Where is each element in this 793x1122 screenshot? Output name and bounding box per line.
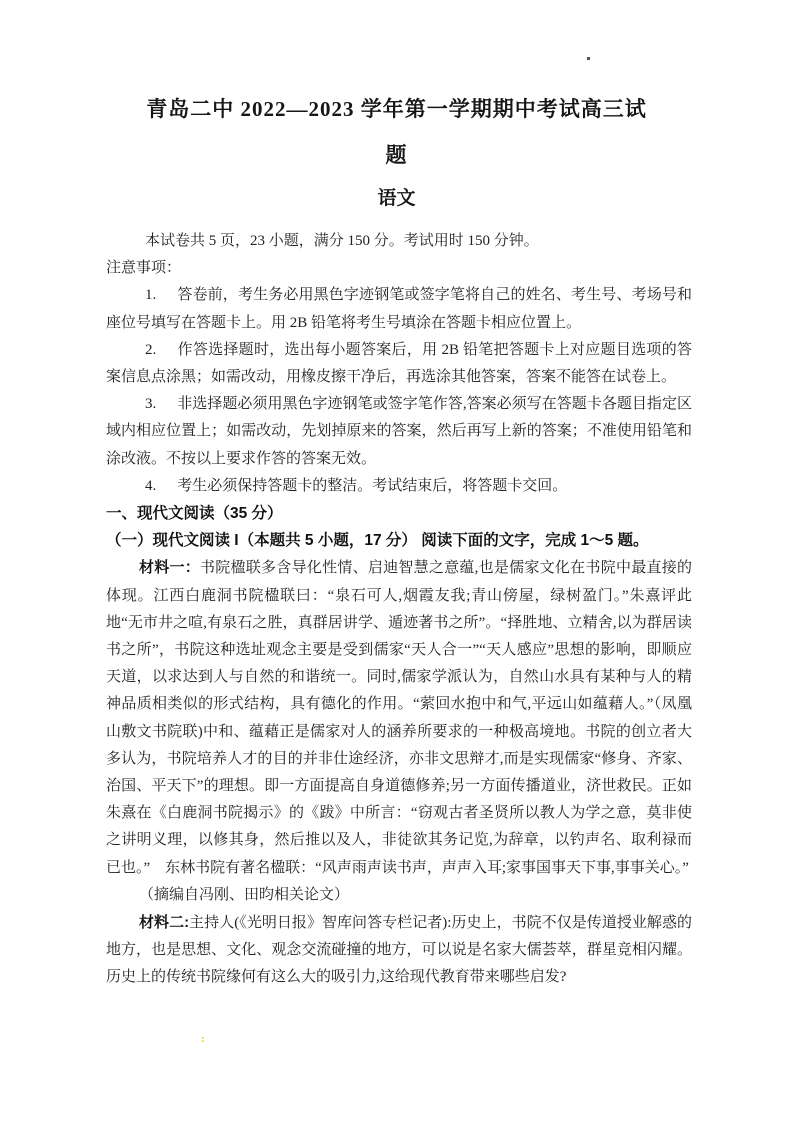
notice-item-1-text: 答卷前，考生务必用黑色字迹钢笔或签字笔将自己的姓名、考生号、考场号和座位号填写在答题卡上。用 2B 铅笔将考生号填涂在答题卡相应位置上。 [106,287,692,331]
subsection-heading-reading-1: （一）现代文阅读 I（本题共 5 小题，17 分） 阅读下面的文字，完成 1～5 题。 [106,532,649,550]
notice-item-2 [106,337,692,391]
notice-item-4-text: 考生必须保持答题卡的整洁。考试结束后，将答题卡交回。 [177,477,568,494]
material-one-paragraph [106,554,692,881]
stray-yellow-mark: : [201,1033,205,1045]
page-title [0,86,793,178]
material-two-paragraph [106,909,692,992]
document-body [106,228,692,992]
page-title-line1: 青岛二中 2022—2023 学年第一学期期中考试高三试 [146,97,647,121]
material-two-text: 主持人(《光明日报》智库问答专栏记者):历史上，书院不仅是传道授业解惑的地方，也是思想、文化、观念交流碰撞的地方，可以说是名家大儒荟萃，群星竞相闪耀。历史上的传统书院缘何有这么大的吸引力,这给现代教育带来哪些启发? [106,915,692,986]
subject-title: 语文 [377,188,416,209]
notice-item-3-number: 3. [145,396,157,413]
notice-item-4 [106,473,692,500]
notice-item-4-number: 4. [145,477,157,494]
notice-item-1 [106,282,692,336]
page-title-line2: 题 [385,143,408,167]
notice-item-2-number: 2. [145,341,157,358]
notice-item-3-text: 非选择题必须用黑色字迹钢笔或签字笔作答,答案必须写在答题卡各题目指定区域内相应位置上；如需改动，先划掉原来的答案，然后再写上新的答案；不准使用铅笔和涂改液。不按以上要求作答的答案无效。 [106,396,692,467]
notice-item-1-number: 1. [145,287,157,304]
stray-dot-mark [587,57,590,60]
notice-item-3 [106,391,692,473]
exam-info-line: 本试卷共 5 页，23 小题，满分 150 分。考试用时 150 分钟。 [145,233,539,249]
material-one-text: 书院楹联多含导化性情、启迪智慧之意蕴,也是儒家文化在书院中最直接的体现。江西白鹿洞书院楹联曰：“泉石可人,烟霞友我;青山傍屋，绿树盈门。”朱熹评此地“无市井之喧,有泉石之胜，真群居讲学、遁迹著书之所”。“择胜地、立精舍,以为群居读书之所”，书院这种选址观念主要是受到儒家“天人合一”“天人感应”思想的影响，即顺应天道，以求达到人与自然的和谐统一。同时,儒家学派认为，自然山水具有某种与人的精神品质相类似的形式结构，具有德化的作用。“萦回水抱中和气,平远山如蕴藉人。”（凤凰山敷文书院联)中和、蕴藉正是儒家对人的涵养所要求的一种极高境地。书院的创立者大多认为，书院培养人才的目的并非仕途经济，亦非文思辩才,而是实现儒家“修身、齐家、治国、平天下”的理想。即一方面提高自身道德修养;另一方面传播道业，济世救民。正如朱熹在《白鹿洞书院揭示》的《跋》中所言：“窃观古者圣贤所以教人为学之意，莫非使之讲明义理，以修其身，然后推以及人，非徒欲其务记览,为辞章，以钓声名、取利禄而已也。” 东林书院有著名楹联：“风声雨声读书声，声声入耳;家事国事天下事,事事关心。” [106,560,692,876]
material-one-label: 材料一： [139,559,201,577]
notice-item-2-text: 作答选择题时，选出每小题答案后，用 2B 铅笔把答题卡上对应题目选项的答案信息点涂黑；如需改动，用橡皮擦干净后，再选涂其他答案，答案不能答在试卷上。 [106,341,692,386]
section-heading-modern-reading: 一、现代文阅读（35 分） [106,505,283,523]
material-one-attribution: （摘编自冯刚、田昀相关论文） [139,886,350,903]
material-two-label: 材料二: [139,914,190,932]
notice-heading: 注意事项： [106,260,182,277]
